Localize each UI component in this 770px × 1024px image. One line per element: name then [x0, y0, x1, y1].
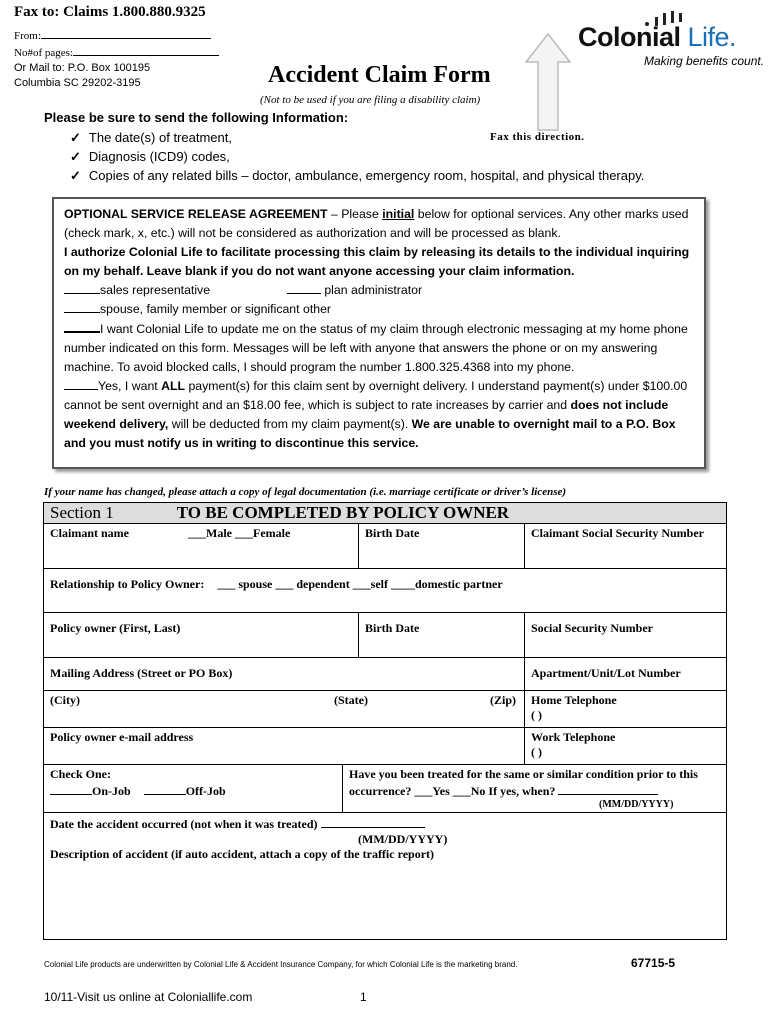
check-one-field[interactable]: Check One: On-Job Off-Job [44, 765, 343, 813]
accident-description-field[interactable]: Description of accident (if auto accident, attach a copy of the traffic report) [50, 847, 435, 861]
form-title: Accident Claim Form [268, 62, 491, 88]
policy-owner-form [43, 502, 727, 940]
fax-direction-arrow-icon [524, 32, 572, 132]
list-item: ✓ Diagnosis (ICD9) codes, [70, 147, 644, 166]
list-item: ✓ The date(s) of treatment, [70, 128, 644, 147]
page-number: 1 [360, 990, 367, 1004]
male-option[interactable]: ___Male [188, 526, 232, 540]
initial-spouse-field[interactable] [64, 300, 100, 313]
mailing-address-field[interactable]: Mailing Address (Street or PO Box) [44, 658, 525, 691]
home-telephone-field[interactable]: Home Telephone ( ) [525, 691, 727, 728]
initial-electronic-field[interactable] [64, 319, 100, 333]
release-title: OPTIONAL SERVICE RELEASE AGREEMENT [64, 207, 328, 221]
off-job-checkbox[interactable] [144, 782, 186, 795]
colonial-life-logo: Colonial Life. [578, 22, 737, 52]
fax-number: 1.800.880.9325 [111, 4, 206, 20]
form-code: 67715-5 [631, 956, 676, 970]
female-option[interactable]: ___Female [235, 526, 291, 540]
relationship-field[interactable]: Relationship to Policy Owner: ___ spouse ___ dependent ___self ____domestic partner [44, 569, 727, 613]
name-change-note: If your name has changed, please attach a copy of legal documentation (i.e. marriage certificate or driver’s license) [44, 486, 567, 498]
claimant-ssn-field[interactable]: Claimant Social Security Number [525, 524, 727, 569]
service-release-agreement: OPTIONAL SERVICE RELEASE AGREEMENT – Please initial below for optional services. Any other marks used (check mark, x, etc.) will not be considered as authorization and will be processed as blank. I authorize Colonial Life to facilitate processing this claim by releasing its details to the individual inquiring on my behalf. Leave blank if you do not want anyone accessing your claim information. sales representative plan administrator spouse, family member or significant other I want Colonial Life to update me on the status of my claim through electronic messaging at my home phone number indicated on this form. Messages will be left with anyone that answers the phone or on my answering machine. To avoid blocked calls, I should program the number 1.800.325.4368 into my phone. Yes, I want ALL payment(s) for this claim sent by overnight delivery. I understand payment(s) under $100.00 cannot be sent overnight and an $18.00 fee, which is subject to rate increases by carrier and does not include weekend delivery, will be deducted from my claim payment(s). We are unable to overnight mail to a P.O. Box and you must notify us in writing to discontinue this service. [52, 197, 706, 469]
form-subtitle: (Not to be used if you are filing a disability claim) [260, 94, 481, 106]
website-note: 10/11-Visit us online at Coloniallife.com [44, 990, 253, 1004]
on-job-checkbox[interactable] [50, 782, 92, 795]
claimant-birth-date-field[interactable]: Birth Date [359, 524, 525, 569]
underwriter-note: Colonial Life products are underwritten by Colonial Life & Accident Insurance Company, for which Colonial Life is the marketing brand. [44, 960, 518, 969]
owner-ssn-field[interactable]: Social Security Number [525, 613, 727, 658]
initial-sales-field[interactable] [64, 281, 100, 294]
logo-tagline: Making benefits count. [644, 54, 765, 68]
section-label: Section 1 [50, 503, 114, 522]
claimant-name-field[interactable]: Claimant name ___Male ___Female [44, 524, 359, 569]
accident-date-input[interactable] [321, 815, 425, 828]
fax-heading: Fax to: Claims 1.800.880.9325 [14, 4, 206, 20]
info-heading: Please be sure to send the following Information: [44, 110, 349, 125]
section-heading: TO BE COMPLETED BY POLICY OWNER [176, 503, 510, 522]
initial-overnight-field[interactable] [64, 377, 98, 390]
list-item: ✓ Copies of any related bills – doctor, ambulance, emergency room, hospital, and physical therapy. [70, 166, 644, 185]
prior-treatment-date-input[interactable] [558, 782, 658, 795]
mail-address-line2: Columbia SC 29202-3195 [14, 77, 141, 89]
policy-owner-name-field[interactable]: Policy owner (First, Last) [44, 613, 359, 658]
from-field[interactable]: From: [14, 26, 211, 42]
relationship-options[interactable]: ___ spouse ___ dependent ___self ____domestic partner [217, 577, 503, 591]
accident-details-field[interactable]: Date the accident occurred (not when it was treated) (MM/DD/YYYY) Description of accident (if auto accident, attach a copy of the traffic report) [44, 813, 727, 940]
fax-direction-label: Fax this direction. [490, 131, 585, 143]
initial-plan-admin-field[interactable] [287, 281, 321, 294]
mail-address-line1: Or Mail to: P.O. Box 100195 [14, 62, 151, 74]
release-authorization: I authorize Colonial Life to facilitate processing this claim by releasing its details to the individual inquiring on my behalf. Leave blank if you do not want anyone accessing your claim information. [64, 245, 690, 278]
work-telephone-field[interactable]: Work Telephone ( ) [525, 728, 727, 765]
owner-birth-date-field[interactable]: Birth Date [359, 613, 525, 658]
email-field[interactable]: Policy owner e-mail address [44, 728, 525, 765]
pages-field[interactable]: No#of pages: [14, 43, 219, 59]
city-state-zip-field[interactable]: (City) (State) (Zip) [44, 691, 525, 728]
apartment-field[interactable]: Apartment/Unit/Lot Number [525, 658, 727, 691]
prior-treatment-field[interactable]: Have you been treated for the same or similar condition prior to this occurrence? ___Yes ___No If yes, when? (MM/DD/YYYY) [343, 765, 727, 813]
info-list [70, 128, 644, 185]
